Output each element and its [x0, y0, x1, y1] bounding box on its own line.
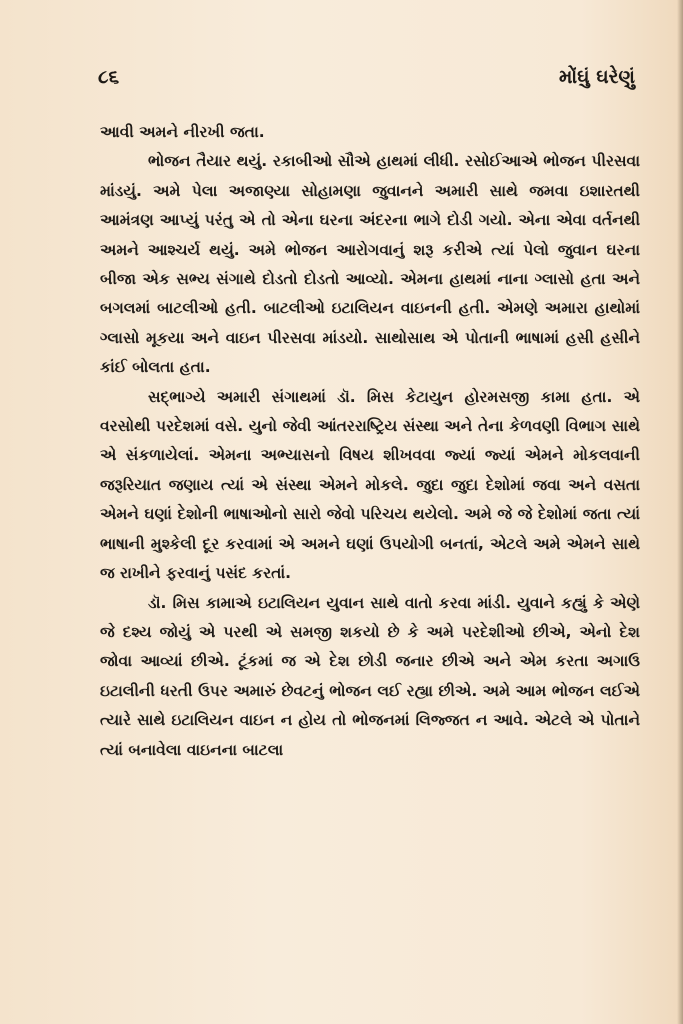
page-header [98, 62, 635, 92]
page-body [100, 118, 640, 765]
running-title: મોંઘું ઘરેણું [559, 66, 635, 88]
paragraph-dr-kama: સદ્ભાગ્યે અમારી સંગાથમાં ડૉ. મિસ કેટાયુન હોરમસજી કામા હતા. એ વરસોથી પરદેશમાં વસે. યુનો જેવી આંતરરાષ્ટ્રિય સંસ્થા અને તેના કેળવણી વિભાગ સાથે એ સંકળાયેલાં. એમના અભ્યાસનો વિષય શીખવવા જ્યાં જ્યાં એમને મોકલવાની જરૂરિયાત જણાય ત્યાં એ સંસ્થા એમને મોકલે. જુદા જુદા દેશોમાં જવા અને વસતા એમને ઘણાં દેશોની ભાષાઓનો સારો જેવો પરિચય થયેલો. અમે જે જે દેશોમાં જતા ત્યાં ભાષાની મુશ્કેલી દૂર કરવામાં એ અમને ઘણાં ઉપયોગી બનતાં, એટલે અમે એમને સાથે જ રાખીને ફરવાનું પસંદ કરતાં. [100, 387, 640, 583]
paragraph-conversation: ડૉ. મિસ કામાએ ઇટાલિયન યુવાન સાથે વાતો કરવા માંડી. યુવાને કહ્યું કે એણે જે દશ્ય જોયું એ પરથી એ સમજી શકયો છે કે અમે પરદેશીઓ છીએ, એનો દેશ જોવા આવ્યાં છીએ. ટૂંકમાં જ એ દેશ છોડી જનાર છીએ અને એમ કરતા અગાઉ ઇટાલીની ધરતી ઉપર અમારું છેવટનું ભોજન લઈ રહ્યા છીએ. અમે આમ ભોજન લઈએ ત્યારે સાથે ઇટાલિયન વાઇન ન હોય તો ભોજનમાં લિજ્જત ન આવે. એટલે એ પોતાને ત્યાં બનાવેલા વાઇનના બાટલા [100, 593, 640, 759]
paragraph-meal: ભોજન તૈયાર થયું. રકાબીઓ સૌએ હાથમાં લીધી. રસોઈઆએ ભોજન પીરસવા માંડયું. અમે પેલા અજાણ્યા સોહામણા જુવાનને અમારી સાથે જમવા ઇશારતથી આમંત્રણ આપ્યું પરંતુ એ તો એના ઘરના અંદરના ભાગે દોડી ગયો. એના એવા વર્તનથી અમને આશ્ચર્ય થયું. અમે ભોજન આરોગવાનું શરૂ કરીએ ત્યાં પેલો જુવાન ઘરના બીજા એક સભ્ય સંગાથે દોડતો દોડતો આવ્યો. એમના હાથમાં નાના ગ્લાસો હતા અને બગલમાં બાટલીઓ હતી. બાટલીઓ ઇટાલિયન વાઇનની હતી. એમણે અમારા હાથોમાં ગ્લાસો મૂકયા અને વાઇન પીરસવા માંડયો. સાથોસાથ એ પોતાની ભાષામાં હસી હસીને કાંઈ બોલતા હતા. [100, 152, 640, 377]
page-number: ૮૬ [98, 66, 120, 88]
paragraph-continuation: આવી અમને નીરખી જતા. [100, 123, 265, 141]
page-edge-shadow [677, 0, 683, 1024]
